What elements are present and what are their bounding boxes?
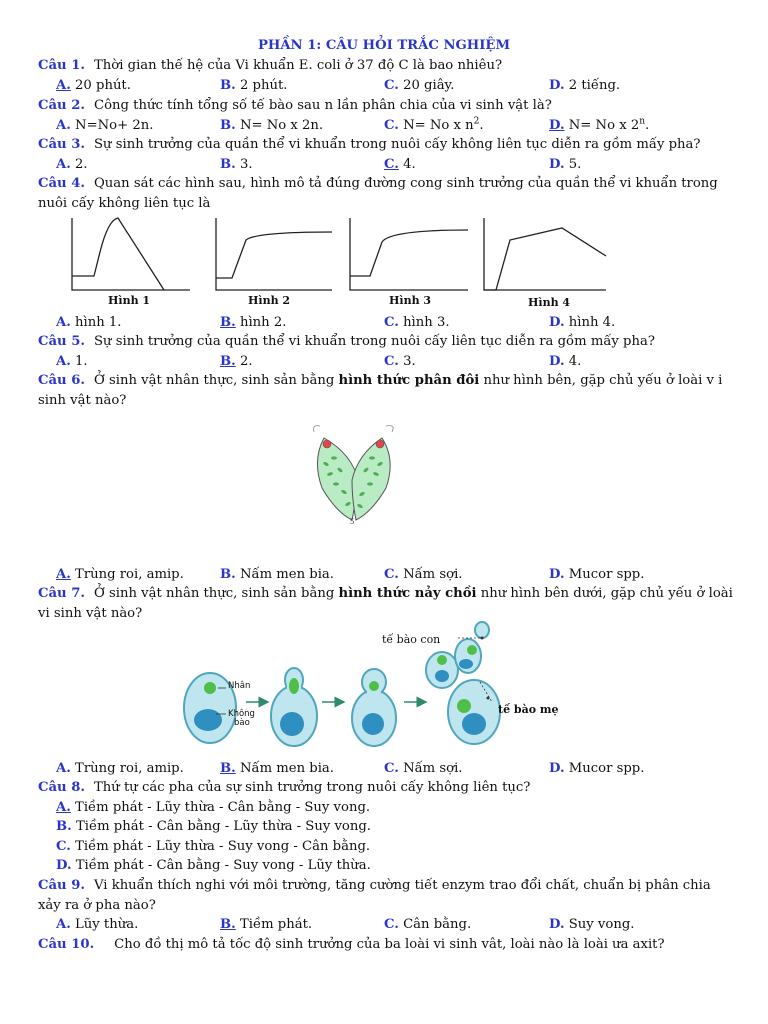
question-4 bbox=[38, 174, 728, 213]
option-letter: B. bbox=[220, 118, 236, 133]
question-text bbox=[38, 373, 722, 408]
option-c[interactable] bbox=[384, 352, 416, 372]
question-6 bbox=[38, 371, 728, 410]
question-text: Sự sinh trưởng của quần thể vi khuẩn trong nuôi cấy không liên tục diễn ra gồm mấy pha? bbox=[94, 137, 701, 152]
option-letter: B. bbox=[220, 78, 236, 93]
figure-caption-3: Hình 3 bbox=[389, 294, 432, 307]
option-letter: B. bbox=[220, 315, 236, 330]
option-a[interactable] bbox=[56, 759, 184, 779]
question-2 bbox=[38, 96, 738, 116]
option-text: 2 phút. bbox=[239, 78, 288, 93]
option-letter: B. bbox=[220, 157, 236, 172]
option-b[interactable] bbox=[220, 116, 323, 136]
option-text: Mucor spp. bbox=[568, 761, 645, 776]
option-text: Trùng roi, amip. bbox=[75, 761, 184, 776]
option-d[interactable] bbox=[549, 313, 615, 333]
growth-curve-2 bbox=[216, 218, 332, 290]
question-number: Câu 8. bbox=[38, 780, 85, 795]
option-letter: B. bbox=[220, 917, 236, 932]
option-c[interactable] bbox=[384, 76, 454, 96]
option-superscript: 2 bbox=[473, 116, 480, 127]
question-text-emphasis: hình thức phân đôi bbox=[338, 373, 480, 388]
option-a[interactable] bbox=[56, 155, 88, 175]
option-a[interactable] bbox=[56, 352, 88, 372]
question-text-end: như hình bên, gặp chủ yếu ở loài v i sinh vật nào? bbox=[38, 373, 723, 408]
question-text: Sự sinh trưởng của quần thể vi khuẩn trong nuôi cấy liên tục diễn ra gồm mấy pha? bbox=[94, 334, 655, 349]
vacuole-label-line1: Không bbox=[228, 709, 255, 719]
question-text-end: như hình bên dưới, gặp chủ yếu ở loài vi sinh vật nào? bbox=[38, 586, 733, 621]
option-b[interactable] bbox=[220, 352, 253, 372]
option-d[interactable] bbox=[549, 759, 644, 779]
question-text-emphasis: hình thức nảy chồi bbox=[338, 586, 477, 601]
option-letter: A. bbox=[56, 917, 71, 932]
option-letter: B. bbox=[220, 567, 236, 582]
option-letter: B. bbox=[220, 761, 236, 776]
option-superscript: n bbox=[639, 116, 646, 127]
growth-curve-3 bbox=[350, 218, 468, 290]
question-number: Câu 9. bbox=[38, 878, 85, 893]
question-text: Vi khuẩn thích nghi với môi trường, tăng cường tiết enzym trao đổi chất, chuẩn bị phân chia xảy ra ở pha nào? bbox=[38, 878, 711, 913]
mother-cell-label: tế bào mẹ bbox=[498, 703, 559, 716]
question-text: Cho đồ thị mô tả tốc độ sinh trưởng của ba loài vi sinh vât, loài nào là loài ưa axit? bbox=[114, 937, 665, 952]
growth-curve-1 bbox=[72, 218, 190, 290]
binary-fission-figure bbox=[300, 420, 410, 530]
figure-caption-2: Hình 2 bbox=[248, 294, 291, 307]
question-7 bbox=[38, 584, 738, 623]
option-text: Tiềm phát - Cân bằng - Lũy thừa - Suy vong. bbox=[75, 819, 371, 834]
option-letter: C. bbox=[384, 354, 399, 369]
option-text: Nấm men bia. bbox=[239, 761, 334, 776]
option-text: Tiềm phát - Lũy thừa - Cân bằng - Suy vong. bbox=[75, 800, 371, 815]
vacuole-label-line2: bào bbox=[234, 718, 250, 728]
option-b[interactable] bbox=[220, 313, 286, 333]
option-text: Tiềm phát - Lũy thừa - Suy vong - Cân bằng. bbox=[75, 839, 371, 854]
figure-caption-1: Hình 1 bbox=[108, 294, 151, 307]
question-number: Câu 1. bbox=[38, 58, 85, 73]
option-c[interactable] bbox=[384, 915, 471, 935]
option-letter: D. bbox=[549, 78, 565, 93]
option-letter: C. bbox=[384, 917, 399, 932]
option-d[interactable] bbox=[56, 856, 371, 876]
option-text: 1. bbox=[75, 354, 88, 369]
figure-caption-4: Hình 4 bbox=[528, 296, 571, 309]
question-text: Thời gian thế hệ của Vi khuẩn E. coli ở 37 độ C là bao nhiêu? bbox=[94, 58, 503, 73]
option-d[interactable] bbox=[549, 76, 620, 96]
option-text: hình 4. bbox=[568, 315, 616, 330]
option-b[interactable] bbox=[220, 155, 253, 175]
question-1 bbox=[38, 56, 738, 76]
option-letter: B. bbox=[220, 354, 236, 369]
option-text: 3. bbox=[239, 157, 253, 172]
option-text: Tiềm phát. bbox=[239, 917, 313, 932]
daughter-cell-label: tế bào con bbox=[382, 633, 441, 646]
growth-curve-figures bbox=[60, 214, 680, 294]
question-text-start: Ở sinh vật nhân thực, sinh sản bằng bbox=[94, 373, 339, 388]
option-letter: C. bbox=[384, 118, 399, 133]
option-text: 2 tiếng. bbox=[568, 78, 621, 93]
option-text: Tiềm phát - Cân bằng - Suy vong - Lũy thừa. bbox=[75, 858, 371, 873]
question-text: Công thức tính tổng số tế bào sau n lần phân chia của vi sinh vật là? bbox=[94, 98, 552, 113]
question-number: Câu 10. bbox=[38, 937, 95, 952]
question-text: Thứ tự các pha của sự sinh trưởng trong nuôi cấy không liên tục? bbox=[94, 780, 531, 795]
option-text: Nấm men bia. bbox=[239, 567, 334, 582]
option-text: N= No x n bbox=[403, 118, 474, 133]
option-text: N= No x 2n. bbox=[239, 118, 324, 133]
option-text: 2. bbox=[239, 354, 253, 369]
option-letter: D. bbox=[549, 157, 565, 172]
option-text: Trùng roi, amip. bbox=[75, 567, 184, 582]
option-text: Nấm sợi. bbox=[403, 761, 463, 776]
option-b[interactable] bbox=[220, 759, 334, 779]
question-number: Câu 7. bbox=[38, 586, 85, 601]
option-text: 4. bbox=[568, 354, 582, 369]
option-a[interactable] bbox=[56, 915, 138, 935]
option-d[interactable] bbox=[549, 155, 581, 175]
question-text bbox=[38, 586, 733, 621]
option-b[interactable] bbox=[220, 76, 287, 96]
option-d[interactable] bbox=[549, 565, 644, 585]
yeast-cell-2 bbox=[271, 668, 317, 746]
question-number: Câu 5. bbox=[38, 334, 85, 349]
nucleus-label: Nhân bbox=[228, 681, 251, 691]
option-text: N= No x 2 bbox=[568, 118, 640, 133]
option-suffix: . bbox=[645, 118, 650, 133]
option-letter: C. bbox=[384, 157, 399, 172]
question-9 bbox=[38, 876, 718, 915]
option-a[interactable] bbox=[56, 76, 131, 96]
option-suffix: . bbox=[479, 118, 484, 133]
option-text: Mucor spp. bbox=[568, 567, 645, 582]
option-a[interactable] bbox=[56, 116, 153, 136]
option-text: Lũy thừa. bbox=[75, 917, 139, 932]
option-b[interactable] bbox=[220, 565, 334, 585]
question-text-start: Ở sinh vật nhân thực, sinh sản bằng bbox=[94, 586, 339, 601]
option-d[interactable] bbox=[549, 915, 634, 935]
option-a[interactable] bbox=[56, 798, 370, 818]
question-number: Câu 4. bbox=[38, 176, 85, 191]
option-c[interactable] bbox=[384, 116, 484, 136]
option-letter: A. bbox=[56, 315, 71, 330]
option-a[interactable] bbox=[56, 313, 122, 333]
option-text: 2. bbox=[75, 157, 88, 172]
option-text: 20 giây. bbox=[403, 78, 455, 93]
option-letter: D. bbox=[549, 354, 565, 369]
option-letter: D. bbox=[549, 118, 565, 133]
question-number: Câu 2. bbox=[38, 98, 85, 113]
option-text: 4. bbox=[403, 157, 416, 172]
option-letter: C. bbox=[384, 567, 399, 582]
question-3 bbox=[38, 135, 738, 155]
option-letter: D. bbox=[549, 315, 565, 330]
option-letter: A. bbox=[56, 118, 71, 133]
option-text: hình 2. bbox=[239, 315, 287, 330]
option-letter: A. bbox=[56, 800, 71, 815]
option-text: Suy vong. bbox=[568, 917, 635, 932]
growth-curve-4 bbox=[484, 218, 606, 290]
option-letter: C. bbox=[384, 78, 399, 93]
option-letter: D. bbox=[549, 917, 565, 932]
question-text: Quan sát các hình sau, hình mô tả đúng đường cong sinh trưởng của quần thể vi khuẩn trong nuôi cấy không liên tục là bbox=[38, 176, 718, 211]
option-text: 5. bbox=[568, 157, 582, 172]
option-d[interactable] bbox=[549, 116, 649, 136]
question-number: Câu 6. bbox=[38, 373, 85, 388]
option-letter: C. bbox=[384, 761, 399, 776]
option-text: N=No+ 2n. bbox=[75, 118, 154, 133]
option-letter: A. bbox=[56, 567, 71, 582]
option-letter: D. bbox=[549, 567, 565, 582]
option-text: hình 1. bbox=[75, 315, 122, 330]
option-letter: B. bbox=[56, 819, 72, 834]
option-c[interactable] bbox=[384, 313, 450, 333]
question-5 bbox=[38, 332, 738, 352]
option-letter: A. bbox=[56, 157, 71, 172]
option-text: 20 phút. bbox=[75, 78, 131, 93]
question-8 bbox=[38, 778, 738, 798]
option-letter: D. bbox=[549, 761, 565, 776]
option-letter: A. bbox=[56, 354, 71, 369]
option-c[interactable] bbox=[56, 837, 370, 857]
option-letter: D. bbox=[56, 858, 72, 873]
option-letter: A. bbox=[56, 761, 71, 776]
option-b[interactable] bbox=[56, 817, 371, 837]
option-letter: A. bbox=[56, 78, 71, 93]
section-title: PHẦN 1: CÂU HỎI TRẮC NGHIỆM bbox=[257, 38, 511, 53]
question-number: Câu 3. bbox=[38, 137, 85, 152]
yeast-cell-3 bbox=[352, 669, 396, 746]
figure-number-label: 5 bbox=[350, 518, 355, 526]
option-c[interactable] bbox=[384, 155, 416, 175]
option-d[interactable] bbox=[549, 352, 581, 372]
option-text: 3. bbox=[403, 354, 416, 369]
option-text: Cân bằng. bbox=[403, 917, 472, 932]
question-10 bbox=[38, 935, 738, 955]
option-c[interactable] bbox=[384, 565, 463, 585]
option-b[interactable] bbox=[220, 915, 312, 935]
option-letter: C. bbox=[56, 839, 71, 854]
option-text: Nấm sợi. bbox=[403, 567, 463, 582]
option-text: hình 3. bbox=[403, 315, 450, 330]
option-c[interactable] bbox=[384, 759, 463, 779]
option-letter: C. bbox=[384, 315, 399, 330]
option-a[interactable] bbox=[56, 565, 184, 585]
